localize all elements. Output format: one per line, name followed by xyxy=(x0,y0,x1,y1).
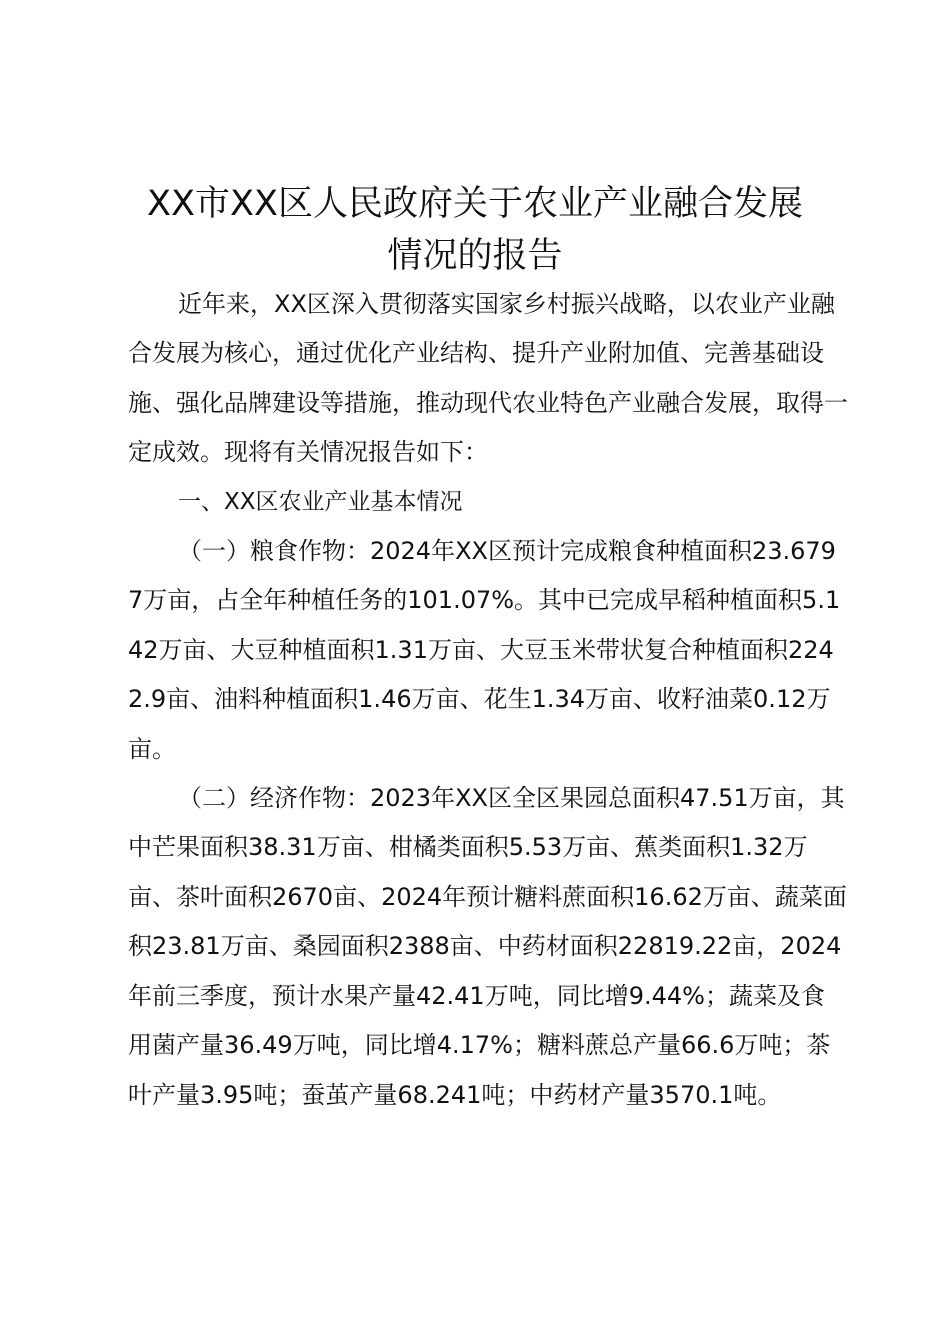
intro-paragraph: 近年来，XX区深入贯彻落实国家乡村振兴战略，以农业产业融合发展为核心，通过优化产业结构、提升产业附加值、完善基础设施、强化品牌建设等措施，推动现代农业特色产业融合发展，取得一定成效。现将有关情况报告如下： xyxy=(128,290,848,467)
section-heading-1: 一、XX区农业产业基本情况 xyxy=(178,488,463,515)
document-body xyxy=(128,280,848,1120)
title-line-1: XX市XX区人民政府关于农业产业融合发展 xyxy=(147,184,803,224)
grain-crops-paragraph: （一）粮食作物：2024年XX区预计完成粮食种植面积23.6797万亩，占全年种植任务的101.07%。其中已完成早稻种植面积5.142万亩、大豆种植面积1.31万亩、大豆玉米带状复合种植面积2242.9亩、油料种植面积1.46万亩、花生1.34万亩、收籽油菜0.12万亩。 xyxy=(128,537,841,763)
document-title xyxy=(120,178,830,282)
cash-crops-paragraph: （二）经济作物：2023年XX区全区果园总面积47.51万亩，其中芒果面积38.31万亩、柑橘类面积5.53万亩、蕉类面积1.32万亩、茶叶面积2670亩、2024年预计糖料蔗面积16.62万亩、蔬菜面积23.81万亩、桑园面积2388亩、中药材面积22819.22亩，2024年前三季度，预计水果产量42.41万吨，同比增9.44%；蔬菜及食用菌产量36.49万吨，同比增4.17%；糖料蔗总产量66.6万吨；茶叶产量3.95吨；蚕茧产量68.241吨；中药材产量3570.1吨。 xyxy=(128,784,847,1109)
title-line-2: 情况的报告 xyxy=(387,236,563,276)
